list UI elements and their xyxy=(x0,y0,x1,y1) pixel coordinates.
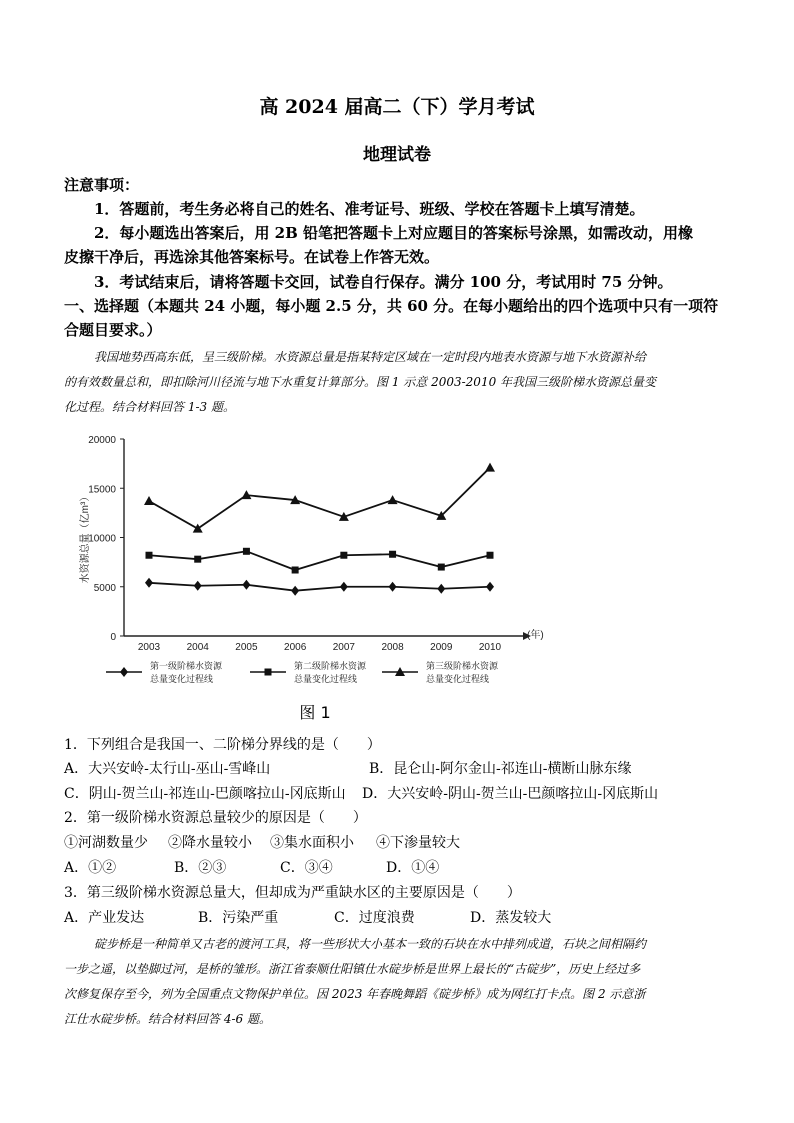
statement-item: ③集水面积小 xyxy=(270,835,354,851)
data-point-diamond xyxy=(242,580,250,590)
x-tick-label: 2004 xyxy=(186,642,209,653)
data-point-square xyxy=(438,564,445,571)
legend-label: 总量变化过程线 xyxy=(294,674,358,684)
notice-heading: 注意事项： xyxy=(64,176,140,194)
x-tick-label: 2005 xyxy=(235,642,258,653)
statement-item: ①河湖数量少 xyxy=(64,835,148,851)
option-a: A．①② xyxy=(64,860,117,876)
statement-item: ④下渗量较大 xyxy=(376,835,460,851)
material-paragraph: 我国地势西高东低，呈三级阶梯。水资源总量是指某特定区域在一定时段内地表水资源与地下水资源补给 xyxy=(94,350,647,364)
data-point-diamond xyxy=(486,582,494,592)
option-a: A．大兴安岭-太行山-巫山-雪峰山 xyxy=(64,761,271,777)
material-paragraph: 碇步桥是一种简单又古老的渡河工具，将一些形状大小基本一致的石块在水中排列成道，石块之间相隔约 xyxy=(94,937,647,951)
data-point-diamond xyxy=(389,582,397,592)
notice-item: 1．答题前，考生务必将自己的姓名、准考证号、班级、学校在答题卡上填写清楚。 xyxy=(94,200,645,218)
option-b: B．②③ xyxy=(174,860,227,876)
data-point-square xyxy=(243,548,250,555)
x-axis-unit: (年) xyxy=(527,630,544,641)
data-point-triangle xyxy=(144,496,154,505)
y-tick-label: 20000 xyxy=(88,435,116,446)
figure-caption: 图 1 xyxy=(299,703,331,722)
data-point-square xyxy=(146,552,153,559)
x-tick-label: 2007 xyxy=(332,642,355,653)
material-paragraph: 江仕水碇步桥。结合材料回答 4-6 题。 xyxy=(64,1012,271,1026)
data-point-diamond xyxy=(437,584,445,594)
option-c: C．阴山-贺兰山-祁连山-巴颜喀拉山-冈底斯山 xyxy=(64,786,346,802)
x-tick-label: 2006 xyxy=(284,642,307,653)
data-point-triangle xyxy=(388,495,398,504)
data-point-square xyxy=(265,669,272,676)
data-point-square xyxy=(194,556,201,563)
material-paragraph: 一步之遥，以垫脚过河，是桥的雏形。浙江省泰顺仕阳镇仕水碇步桥是世界上最长的“古碇步”，历史上经过多 xyxy=(64,962,641,976)
legend-label: 总量变化过程线 xyxy=(426,674,490,684)
option-c: C．过度浪费 xyxy=(334,910,415,926)
legend-label: 第三级阶梯水资源 xyxy=(426,661,499,671)
material-paragraph: 化过程。结合材料回答 1-3 题。 xyxy=(64,400,235,414)
question-stem: 2．第一级阶梯水资源总量较少的原因是（ ） xyxy=(64,810,367,826)
data-point-diamond xyxy=(194,581,202,591)
y-tick-label: 5000 xyxy=(93,582,116,594)
option-c: C．③④ xyxy=(280,860,333,876)
data-point-diamond xyxy=(340,582,348,592)
data-point-triangle xyxy=(193,524,203,533)
option-d: D．①④ xyxy=(386,860,440,876)
x-tick-label: 2003 xyxy=(137,642,161,653)
legend-label: 第一级阶梯水资源 xyxy=(150,661,223,671)
legend-label: 总量变化过程线 xyxy=(150,674,214,684)
option-d: D．大兴安岭-阴山-贺兰山-巴颜喀拉山-冈底斯山 xyxy=(362,786,659,802)
x-tick-label: 2008 xyxy=(381,642,404,653)
data-point-triangle xyxy=(485,463,495,472)
exam-subtitle: 地理试卷 xyxy=(363,145,431,165)
legend-label: 第二级阶梯水资源 xyxy=(294,661,367,671)
y-axis-label: 水资源总量（亿m³） xyxy=(80,491,91,584)
exam-title: 高 2024 届高二（下）学月考试 xyxy=(259,96,535,118)
option-d: D．蒸发较大 xyxy=(470,910,552,926)
option-b: B．昆仑山-阿尔金山-祁连山-横断山脉东缘 xyxy=(369,761,632,777)
x-tick-label: 2010 xyxy=(478,642,502,653)
y-tick-label: 0 xyxy=(110,632,116,643)
data-point-square xyxy=(487,552,494,559)
x-tick-label: 2009 xyxy=(430,642,453,653)
data-point-square xyxy=(389,551,396,558)
y-tick-label: 10000 xyxy=(88,533,116,545)
question-stem: 3．第三级阶梯水资源总量大，但却成为严重缺水区的主要原因是（ ） xyxy=(64,885,521,901)
question-stem: 1．下列组合是我国一、二阶梯分界线的是（ ） xyxy=(64,737,381,753)
material-paragraph: 次修复保存至今，列为全国重点文物保护单位。因 2023 年春晚舞蹈《碇步桥》成为网红打卡点。图 2 示意浙 xyxy=(64,987,646,1001)
section-heading-cont: 合题目要求。） xyxy=(64,321,162,339)
data-point-square xyxy=(292,567,299,574)
water-resource-chart xyxy=(60,425,560,695)
data-point-diamond xyxy=(291,586,299,596)
material-paragraph: 的有效数量总和，即扣除河川径流与地下水重复计算部分。图 1 示意 2003-2010 年我国三级阶梯水资源总量变 xyxy=(64,375,657,389)
data-point-diamond xyxy=(145,578,153,588)
data-point-diamond xyxy=(120,667,128,677)
option-a: A．产业发达 xyxy=(64,910,145,926)
notice-item: 皮擦干净后，再选涂其他答案标号。在试卷上作答无效。 xyxy=(64,248,440,266)
option-b: B．污染严重 xyxy=(198,910,279,926)
notice-item: 2．每小题选出答案后，用 2B 铅笔把答题卡上对应题目的答案标号涂黑，如需改动，用橡 xyxy=(94,224,694,242)
section-heading: 一、选择题（本题共 24 小题，每小题 2.5 分，共 60 分。在每小题给出的四个选项中只有一项符 xyxy=(64,297,719,315)
data-point-square xyxy=(340,552,347,559)
y-tick-label: 15000 xyxy=(88,484,116,496)
notice-item: 3．考试结束后，请将答题卡交回，试卷自行保存。满分 100 分，考试用时 75 分钟。 xyxy=(94,273,673,291)
statement-item: ②降水量较小 xyxy=(168,835,252,851)
